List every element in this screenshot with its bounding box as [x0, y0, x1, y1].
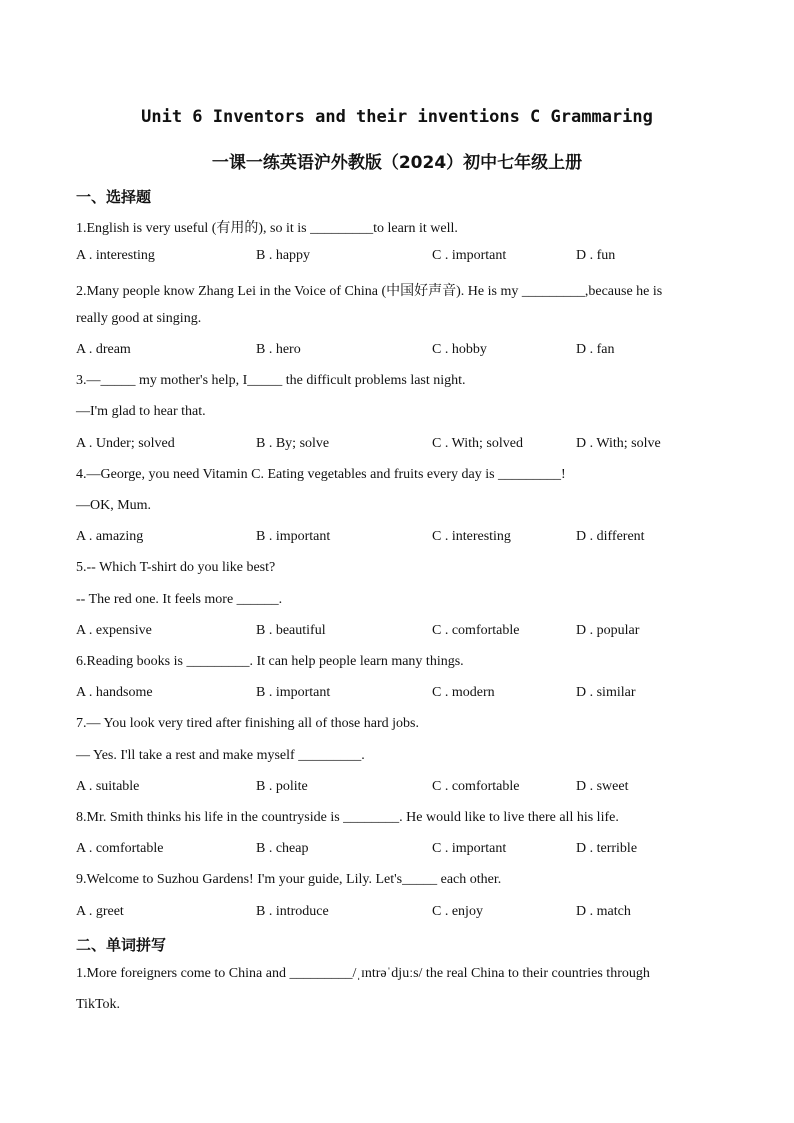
question-4-line-1: 4.—George, you need Vitamin C. Eating vegetables and fruits every day is _________!	[76, 467, 566, 482]
question-7-options	[76, 779, 716, 797]
option-d[interactable]: D . terrible	[576, 841, 638, 856]
option-a[interactable]: A . handsome	[76, 685, 153, 700]
page-title: Unit 6 Inventors and their inventions C Grammaring	[141, 107, 653, 127]
question-2-options	[76, 342, 716, 360]
question-1-options	[76, 248, 716, 266]
option-c[interactable]: C . hobby	[432, 342, 487, 357]
section-heading-choice: 一、选择题	[76, 188, 152, 206]
section-heading-spelling: 二、单词拼写	[76, 936, 167, 954]
question-5-line-1: 5.-- Which T-shirt do you like best?	[76, 560, 276, 575]
option-b[interactable]: B . By; solve	[256, 436, 330, 451]
option-d[interactable]: D . fun	[576, 248, 616, 263]
option-b[interactable]: B . polite	[256, 779, 308, 794]
question-4-options	[76, 529, 716, 547]
option-d[interactable]: D . popular	[576, 623, 640, 638]
option-d[interactable]: D . match	[576, 904, 631, 919]
option-a[interactable]: A . expensive	[76, 623, 152, 638]
option-b[interactable]: B . important	[256, 529, 331, 544]
page-subtitle: 一课一练英语沪外教版（2024）初中七年级上册	[211, 153, 583, 173]
option-a[interactable]: A . greet	[76, 904, 124, 919]
option-d[interactable]: D . fan	[576, 342, 615, 357]
option-c[interactable]: C . With; solved	[432, 436, 523, 451]
option-d[interactable]: D . similar	[576, 685, 636, 700]
option-b[interactable]: B . introduce	[256, 904, 329, 919]
question-3-options	[76, 436, 716, 454]
question-5-line-2: -- The red one. It feels more ______.	[76, 592, 283, 607]
option-c[interactable]: C . important	[432, 248, 507, 263]
question-8-options	[76, 841, 716, 859]
question-2-line-2: really good at singing.	[76, 311, 202, 326]
option-c[interactable]: C . interesting	[432, 529, 511, 544]
question-9-line-1: 9.Welcome to Suzhou Gardens! I'm your guide, Lily. Let's_____ each other.	[76, 872, 502, 887]
option-b[interactable]: B . beautiful	[256, 623, 326, 638]
option-d[interactable]: D . different	[576, 529, 645, 544]
option-c[interactable]: C . modern	[432, 685, 495, 700]
option-b[interactable]: B . hero	[256, 342, 301, 357]
option-c[interactable]: C . important	[432, 841, 507, 856]
option-a[interactable]: A . amazing	[76, 529, 144, 544]
option-d[interactable]: D . sweet	[576, 779, 629, 794]
question-7-line-2: — Yes. I'll take a rest and make myself _________.	[76, 748, 365, 763]
option-a[interactable]: A . comfortable	[76, 841, 164, 856]
option-a[interactable]: A . suitable	[76, 779, 140, 794]
option-c[interactable]: C . comfortable	[432, 623, 520, 638]
question-4-line-2: —OK, Mum.	[76, 498, 152, 513]
spelling-question-1-line-2: TikTok.	[76, 997, 121, 1012]
option-b[interactable]: B . cheap	[256, 841, 309, 856]
option-b[interactable]: B . important	[256, 685, 331, 700]
question-7-line-1: 7.— You look very tired after finishing all of those hard jobs.	[76, 716, 419, 731]
option-c[interactable]: C . comfortable	[432, 779, 520, 794]
option-a[interactable]: A . Under; solved	[76, 436, 175, 451]
question-6-options	[76, 685, 716, 703]
question-3-line-1: 3.—_____ my mother's help, I_____ the difficult problems last night.	[76, 373, 466, 388]
question-1-line-1: 1.English is very useful (有用的), so it is _________to learn it well.	[76, 221, 458, 236]
option-d[interactable]: D . With; solve	[576, 436, 661, 451]
option-b[interactable]: B . happy	[256, 248, 311, 263]
question-3-line-2: —I'm glad to hear that.	[76, 404, 206, 419]
question-2-line-1: 2.Many people know Zhang Lei in the Voice of China (中国好声音). He is my _________,because he is	[76, 284, 663, 299]
question-5-options	[76, 623, 716, 641]
option-a[interactable]: A . interesting	[76, 248, 155, 263]
spelling-question-1-line-1: 1.More foreigners come to China and _________/ˌɪntrəˈdjuːs/ the real China to their countries through	[76, 966, 650, 981]
question-9-options	[76, 904, 716, 922]
option-c[interactable]: C . enjoy	[432, 904, 483, 919]
question-6-line-1: 6.Reading books is _________. It can help people learn many things.	[76, 654, 464, 669]
question-8-line-1: 8.Mr. Smith thinks his life in the countryside is ________. He would like to live there all his life.	[76, 810, 619, 825]
option-a[interactable]: A . dream	[76, 342, 131, 357]
